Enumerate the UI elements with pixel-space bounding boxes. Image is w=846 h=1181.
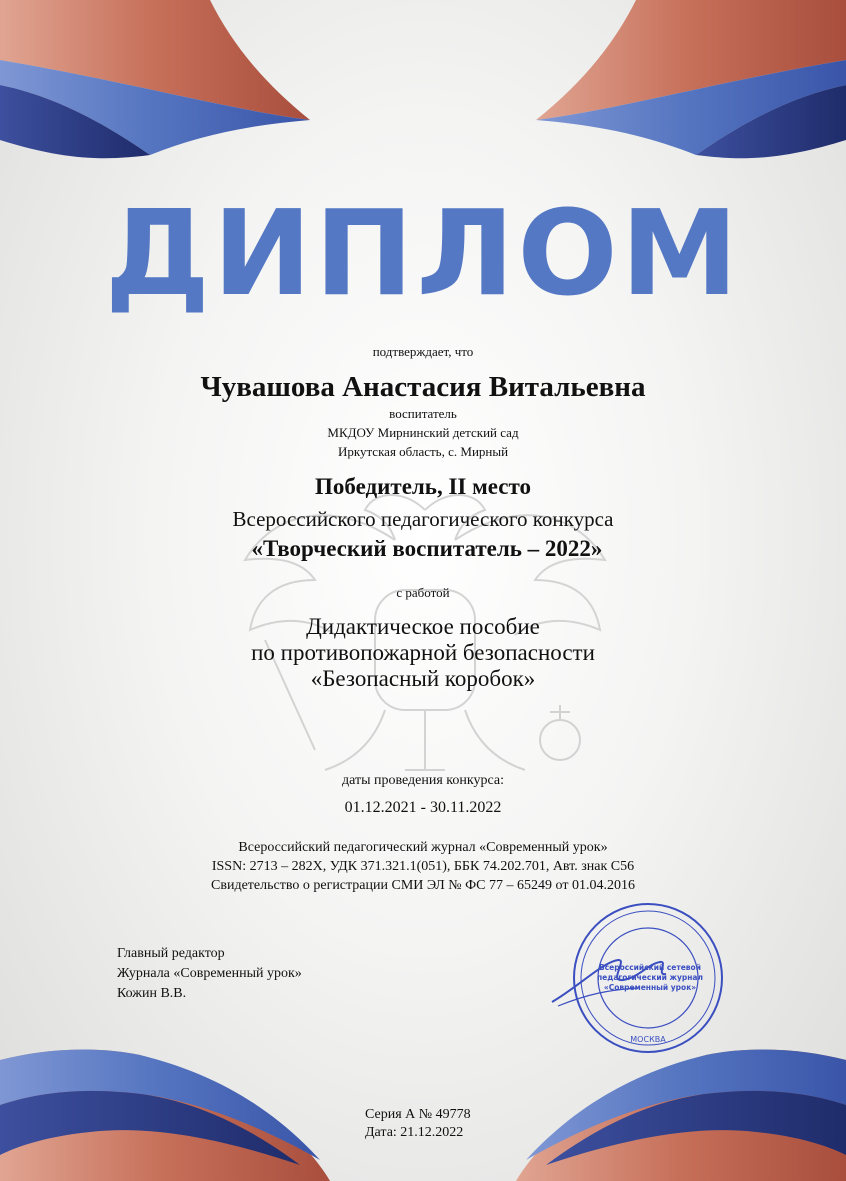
recipient-name: Чувашова Анастасия Витальевна xyxy=(200,371,646,403)
recipient-location: Иркутская область, с. Мирный xyxy=(337,444,509,459)
contest-name: «Творческий воспитатель – 2022» xyxy=(251,536,603,561)
award-place: Победитель, II место xyxy=(315,474,531,499)
editor-line: Журнала «Современный урок» xyxy=(117,966,302,981)
dates-label: даты проведения конкурса: xyxy=(342,773,504,788)
editor-block xyxy=(117,944,302,1004)
contest-dates: 01.12.2021 - 30.11.2022 xyxy=(344,799,502,816)
work-title-line: «Безопасный коробок» xyxy=(310,666,536,691)
work-title xyxy=(0,614,846,692)
work-title-line: Дидактическое пособие xyxy=(306,614,540,639)
series-number: Серия А № 49778 xyxy=(365,1107,471,1122)
confirms-text: подтверждает, что xyxy=(372,344,474,359)
publisher-line: Всероссийский педагогический журнал «Современный урок» xyxy=(238,840,608,855)
series-block xyxy=(365,1106,471,1142)
stamp-center-line: педагогический журнал xyxy=(597,973,703,982)
editor-line: Кожин В.В. xyxy=(117,986,187,1001)
issue-date: Дата: 21.12.2022 xyxy=(365,1125,464,1140)
publisher-stamp xyxy=(548,902,730,1062)
stamp-center-line: Всероссийский сетевой xyxy=(599,963,701,972)
recipient-position: воспитатель xyxy=(389,406,457,421)
publisher-line: ISSN: 2713 – 282X, УДК 371.321.1(051), ББК 74.202.701, Авт. знак С56 xyxy=(211,859,635,874)
recipient-organization: МКДОУ Мирнинский детский сад xyxy=(327,425,519,440)
publisher-info xyxy=(0,838,846,895)
contest-type: Всероссийского педагогического конкурса xyxy=(232,507,614,531)
stamp-city: МОСКВА xyxy=(630,1035,666,1044)
diploma-title: ДИПЛОМ xyxy=(104,184,742,322)
with-work-text: с работой xyxy=(396,585,450,600)
publisher-line: Свидетельство о регистрации СМИ ЭЛ № ФС 77 – 65249 от 01.04.2016 xyxy=(211,878,635,893)
work-title-line: по противопожарной безопасности xyxy=(251,640,595,665)
editor-line: Главный редактор xyxy=(117,946,225,961)
stamp-center-line: «Современный урок» xyxy=(603,983,697,992)
